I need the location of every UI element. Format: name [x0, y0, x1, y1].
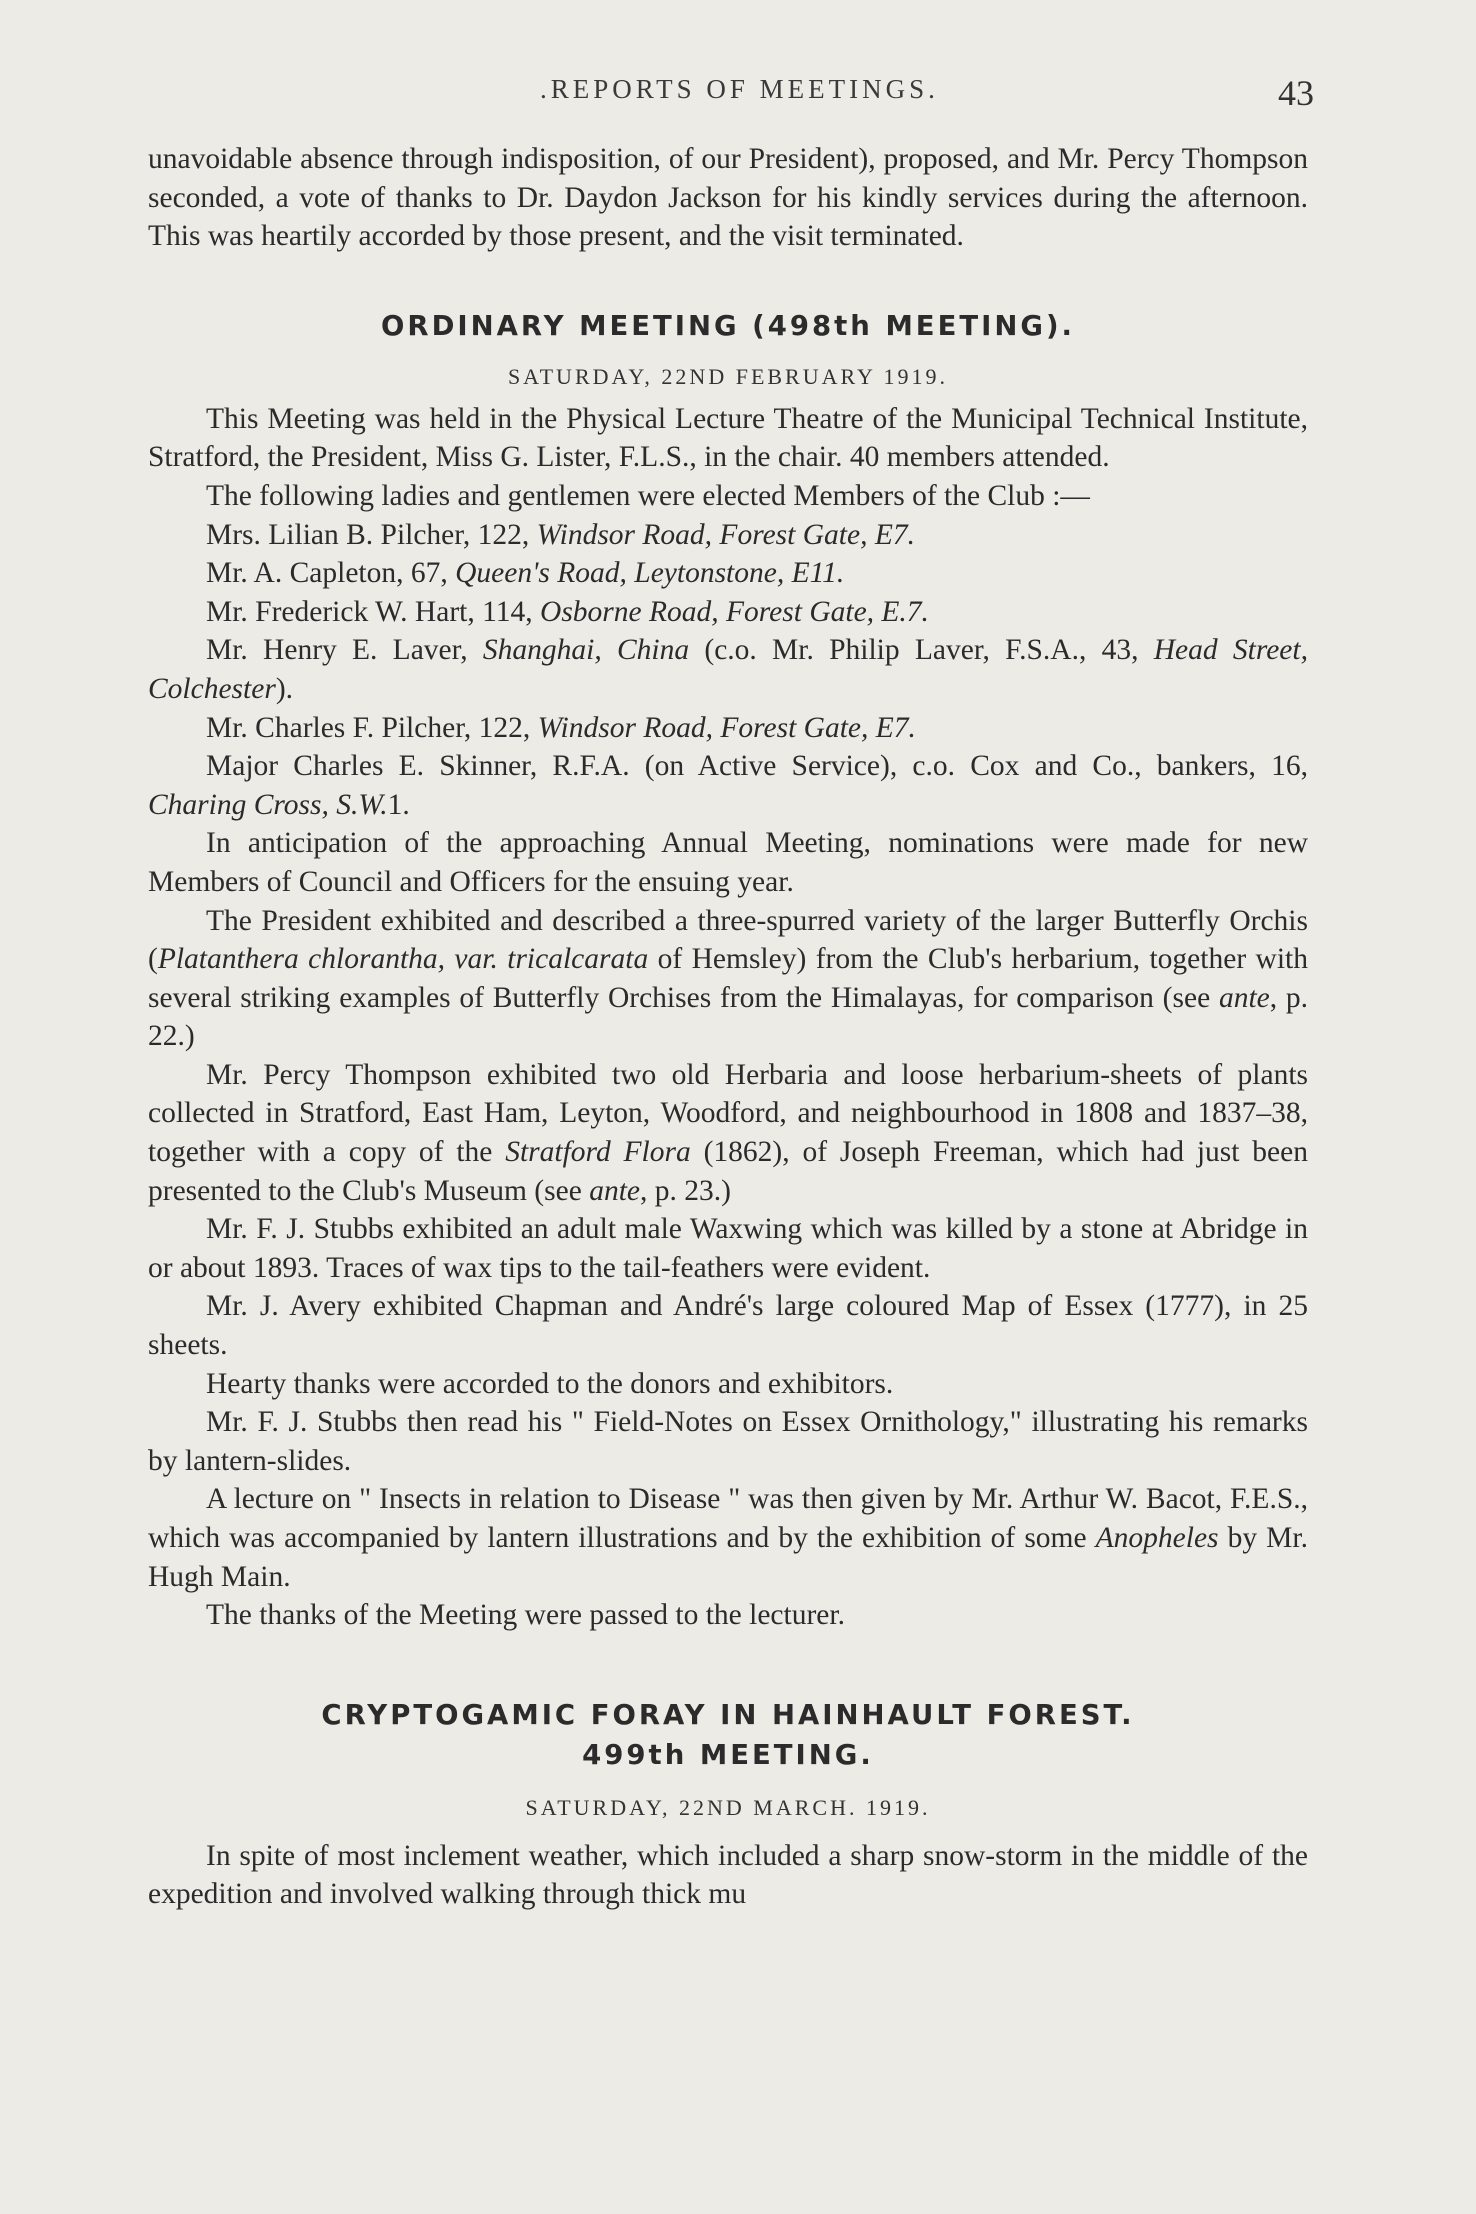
running-title: .REPORTS OF MEETINGS. — [540, 74, 939, 104]
page-body — [148, 140, 1308, 1914]
meeting-498-heading: ORDINARY MEETING (498th MEETING). — [381, 309, 1075, 342]
meeting-498-paragraph-4: The President exhibited and described a three-spurred variety of the larger Butterfly Orchis (Platanthera chlorantha, var. tricalcarata of Hemsley) from the Club's herbarium, together with several striking examples of Butterfly Orchises from the Himalayas, for comparison (see ante, p. 22.) — [148, 904, 1309, 1053]
meeting-498-paragraph-7: Mr. J. Avery exhibited Chapman and André's large coloured Map of Essex (1777), in 25 sheets. — [148, 1290, 1308, 1362]
meeting-498-paragraph-6: Mr. F. J. Stubbs exhibited an adult male Waxwing which was killed by a stone at Abridge in or about 1893. Traces of wax tips to the tail-feathers were evident. — [148, 1213, 1308, 1284]
running-header — [0, 68, 1476, 118]
meeting-499-paragraph-1: In spite of most inclement weather, which included a sharp snow-storm in the middle of the expedition and involved walking through thick mu — [148, 1839, 1308, 1911]
meeting-498-paragraph-10: A lecture on " Insects in relation to Disease " was then given by Mr. Arthur W. Bacot, F.E.S., which was accompanied by lantern illustrations and by the exhibition of some Anopheles by Mr. Hugh Main. — [148, 1483, 1308, 1593]
meeting-498-paragraph-9: Mr. F. J. Stubbs then read his " Field-Notes on Essex Ornithology," illustrating his remarks by lantern-slides. — [148, 1406, 1308, 1477]
member-entry: Mrs. Lilian B. Pilcher, 122, Windsor Road, Forest Gate, E7. — [206, 518, 915, 551]
meeting-499-date: SATURDAY, 22ND MARCH. 1919. — [525, 1794, 931, 1820]
page-number: 43 — [1278, 73, 1314, 113]
member-entry: Major Charles E. Skinner, R.F.A. (on Active Service), c.o. Cox and Co., bankers, 16, Charing Cross, S.W.1. — [148, 750, 1308, 821]
meeting-499-heading-line-2: 499th MEETING. — [582, 1738, 874, 1771]
member-entry: Mr. A. Capleton, 67, Queen's Road, Leytonstone, E11. — [206, 557, 845, 590]
meeting-499-section — [148, 1695, 1308, 1914]
meeting-498-paragraph-3: In anticipation of the approaching Annual Meeting, nominations were made for new Members of Council and Officers for the ensuing year. — [148, 827, 1308, 898]
meeting-498-paragraph-2: The following ladies and gentlemen were elected Members of the Club :— — [206, 479, 1090, 512]
member-entry: Mr. Frederick W. Hart, 114, Osborne Road, Forest Gate, E.7. — [206, 595, 929, 628]
meeting-498-paragraph-8: Hearty thanks were accorded to the donors and exhibitors. — [206, 1367, 894, 1400]
meeting-498-paragraph-5: Mr. Percy Thompson exhibited two old Herbaria and loose herbarium-sheets of plants collected in Stratford, East Ham, Leyton, Woodford, and neighbourhood in 1808 and 1837–38, together with a copy of the Stratford Flora (1862), of Joseph Freeman, which had just been presented to the Club's Museum (see ante, p. 23.) — [148, 1058, 1308, 1207]
meeting-498-section — [148, 306, 1308, 1635]
intro-paragraph: unavoidable absence through indisposition, of our President), proposed, and Mr. Percy Thompson seconded, a vote of thanks to Dr. Daydon Jackson for his kindly services during the afternoon. This was heartily accorded by those present, and the visit terminated. — [148, 143, 1308, 253]
meeting-498-paragraph-1: This Meeting was held in the Physical Lecture Theatre of the Municipal Technical Institute, Stratford, the President, Miss G. Lister, F.L.S., in the chair. 40 members attended. — [148, 402, 1308, 474]
member-entry: Mr. Charles F. Pilcher, 122, Windsor Road, Forest Gate, E7. — [206, 711, 916, 744]
new-members-list — [148, 516, 1308, 825]
meeting-499-heading-line-1: CRYPTOGAMIC FORAY IN HAINHAULT FOREST. — [321, 1698, 1135, 1731]
member-entry: Mr. Henry E. Laver, Shanghai, China (c.o. Mr. Philip Laver, F.S.A., 43, Head Street, Colchester). — [148, 634, 1308, 705]
meeting-498-date: SATURDAY, 22ND FEBRUARY 1919. — [507, 363, 949, 389]
meeting-498-paragraph-11: The thanks of the Meeting were passed to the lecturer. — [206, 1599, 845, 1632]
